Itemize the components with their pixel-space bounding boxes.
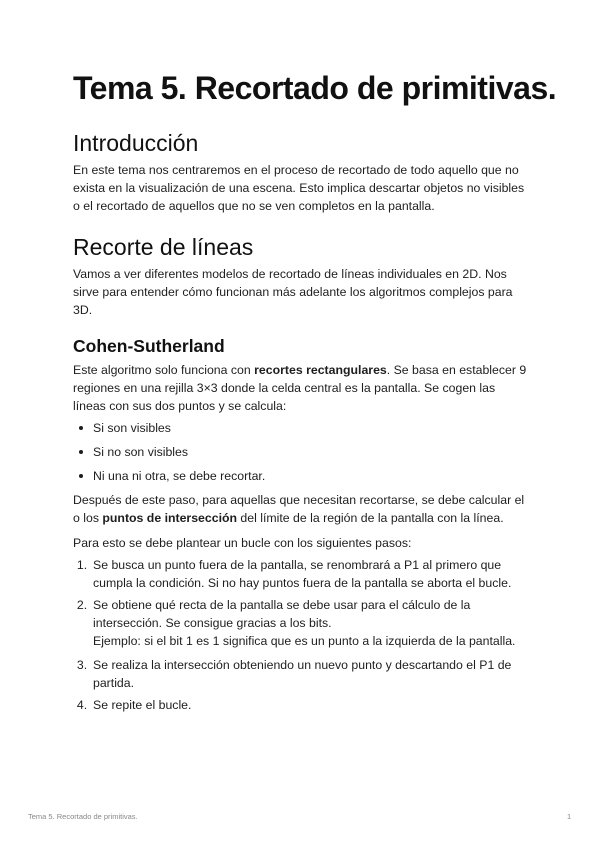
bold-puntos-interseccion: puntos de intersección — [102, 511, 238, 525]
bullet-icon — [79, 426, 83, 430]
lines-paragraph: Vamos a ver diferentes modelos de recortado de líneas individuales en 2D. Nos sirve para entender cómo funcionan más adelante los algoritmos complejos para 3D. — [73, 267, 513, 317]
footer-page-number: 1 — [567, 812, 572, 821]
footer-title: Tema 5. Recortado de primitivas. — [28, 812, 138, 821]
cohen-paragraph-2: Después de este paso, para aquellas que necesitan recortarse, se debe calcular el o los puntos de intersección del límite de la región de la pantalla con la línea. — [73, 493, 525, 525]
cohen-paragraph-1: Este algoritmo solo funciona con recortes rectangulares. Se basa en establecer 9 regiones en una rejilla 3×3 donde la celda central es la pantalla. Se cogen las líneas con sus dos puntos y se calcula: — [73, 363, 527, 413]
page-title: Tema 5. Recortado de primitivas. — [73, 70, 557, 106]
heading-introduccion: Introducción — [73, 130, 199, 156]
heading-cohen-sutherland: Cohen-Sutherland — [73, 336, 225, 356]
heading-recorte-lineas: Recorte de líneas — [73, 234, 254, 260]
cohen-paragraph-3: Para esto se debe plantear un bucle con los siguientes pasos: — [73, 536, 412, 550]
bullet-icon — [79, 450, 83, 454]
intro-paragraph: En este tema nos centraremos en el proceso de recortado de todo aquello que no exista en la visualización de una escena. Esto implica descartar objetos no visibles o el recortado de aquellos que no se ven completos en la pantalla. — [73, 163, 525, 213]
bold-recortes-rectangulares: recortes rectangulares — [254, 363, 387, 377]
step-example: Ejemplo: si el bit 1 es 1 significa que es un punto a la izquierda de la pantalla. — [93, 634, 516, 648]
bullet-icon — [79, 474, 83, 478]
